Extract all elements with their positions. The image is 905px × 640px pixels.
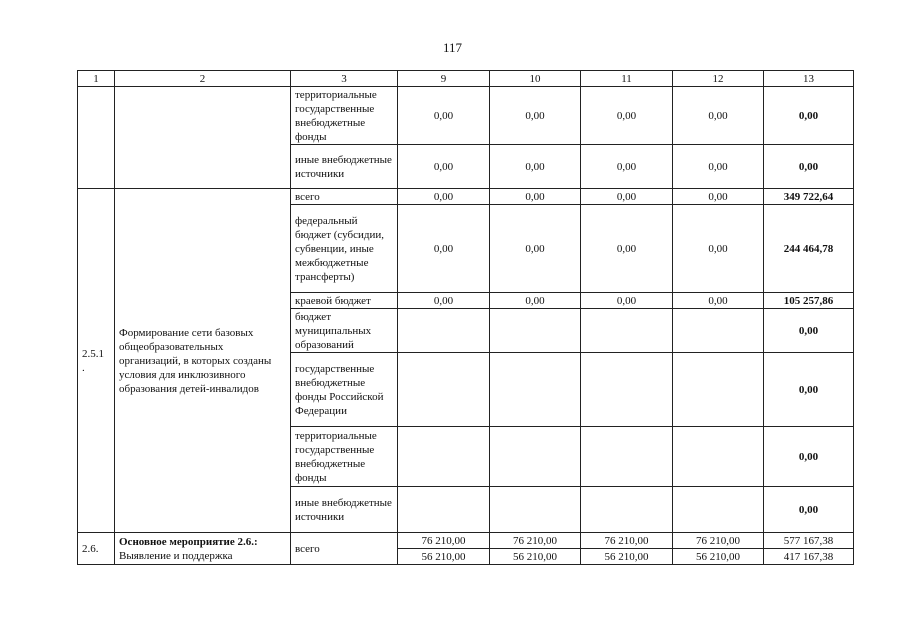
value-cell [673, 309, 764, 353]
col-header-1: 1 [78, 71, 115, 87]
total-cell: 0,00 [764, 353, 854, 427]
value-cell [490, 309, 581, 353]
col-header-3: 3 [291, 71, 398, 87]
item-title: Основное мероприятие 2.6.: [119, 535, 258, 548]
table-row [78, 87, 854, 145]
value-cell: 0,00 [490, 87, 581, 145]
value-cell: 0,00 [581, 145, 673, 189]
header-row [78, 71, 854, 87]
value-cell: 0,00 [673, 87, 764, 145]
value-cell: 0,00 [673, 205, 764, 293]
total-cell: 0,00 [764, 427, 854, 487]
total-cell: 577 167,38 [764, 533, 854, 549]
item-description-text: Формирование сети базовых общеобразовательных организаций, в которых созданы условия для инклюзивного образования детей-инвалидов [119, 326, 272, 395]
code-cell-empty [78, 87, 115, 189]
value-cell [673, 353, 764, 427]
source-cell: государственные внебюджетные фонды Российской Федерации [291, 353, 398, 427]
source-cell: территориальные государственные внебюджетные фонды [291, 87, 398, 145]
value-cell: 0,00 [673, 293, 764, 309]
col-header-2: 2 [115, 71, 291, 87]
total-cell: 0,00 [764, 309, 854, 353]
total-cell: 0,00 [764, 145, 854, 189]
value-cell: 0,00 [490, 145, 581, 189]
value-cell: 0,00 [581, 189, 673, 205]
value-cell [398, 353, 490, 427]
item-code-value: 2.5.1 [82, 347, 104, 360]
total-cell: 105 257,86 [764, 293, 854, 309]
value-cell [673, 427, 764, 487]
value-cell: 56 210,00 [673, 549, 764, 565]
value-cell: 0,00 [673, 145, 764, 189]
value-cell: 0,00 [490, 293, 581, 309]
source-cell: территориальные государственные внебюджетные фонды [291, 427, 398, 487]
value-cell [490, 487, 581, 533]
total-cell: 0,00 [764, 87, 854, 145]
value-cell: 0,00 [581, 87, 673, 145]
value-cell [490, 353, 581, 427]
value-cell: 76 210,00 [398, 533, 490, 549]
budget-table [77, 70, 854, 565]
value-cell: 56 210,00 [581, 549, 673, 565]
source-cell: бюджет муниципальных образований [291, 309, 398, 353]
value-cell: 56 210,00 [398, 549, 490, 565]
source-cell: иные внебюджетные источники [291, 487, 398, 533]
value-cell: 0,00 [398, 145, 490, 189]
value-cell: 0,00 [490, 205, 581, 293]
value-cell: 0,00 [581, 205, 673, 293]
total-cell: 0,00 [764, 487, 854, 533]
item-subtitle: Выявление и поддержка [119, 549, 233, 562]
source-cell: всего [291, 189, 398, 205]
value-cell [581, 427, 673, 487]
col-header-12: 12 [673, 71, 764, 87]
table-row [78, 533, 854, 549]
value-cell [581, 309, 673, 353]
total-cell: 417 167,38 [764, 549, 854, 565]
value-cell [490, 427, 581, 487]
source-cell: всего [291, 533, 398, 565]
value-cell: 56 210,00 [490, 549, 581, 565]
item-code-suffix: . [82, 361, 85, 374]
item-description [115, 189, 291, 533]
value-cell [581, 487, 673, 533]
col-header-11: 11 [581, 71, 673, 87]
value-cell: 76 210,00 [673, 533, 764, 549]
col-header-10: 10 [490, 71, 581, 87]
value-cell: 0,00 [673, 189, 764, 205]
value-cell: 0,00 [490, 189, 581, 205]
source-cell: краевой бюджет [291, 293, 398, 309]
col-header-9: 9 [398, 71, 490, 87]
page-number: 117 [442, 40, 463, 55]
value-cell: 0,00 [398, 87, 490, 145]
total-cell: 244 464,78 [764, 205, 854, 293]
value-cell: 0,00 [398, 189, 490, 205]
source-cell: иные внебюджетные источники [291, 145, 398, 189]
value-cell: 0,00 [398, 293, 490, 309]
value-cell [398, 487, 490, 533]
item-code: 2.6. [78, 533, 115, 565]
value-cell: 76 210,00 [490, 533, 581, 549]
total-cell: 349 722,64 [764, 189, 854, 205]
value-cell: 0,00 [581, 293, 673, 309]
source-cell: федеральный бюджет (субсидии, субвенции, иные межбюджетные трансферты) [291, 205, 398, 293]
value-cell: 76 210,00 [581, 533, 673, 549]
table-row [78, 189, 854, 205]
value-cell [398, 427, 490, 487]
value-cell [581, 353, 673, 427]
item-description [115, 533, 291, 565]
value-cell [398, 309, 490, 353]
item-code [78, 189, 115, 533]
description-cell-empty [115, 87, 291, 189]
col-header-13: 13 [764, 71, 854, 87]
value-cell [673, 487, 764, 533]
value-cell: 0,00 [398, 205, 490, 293]
